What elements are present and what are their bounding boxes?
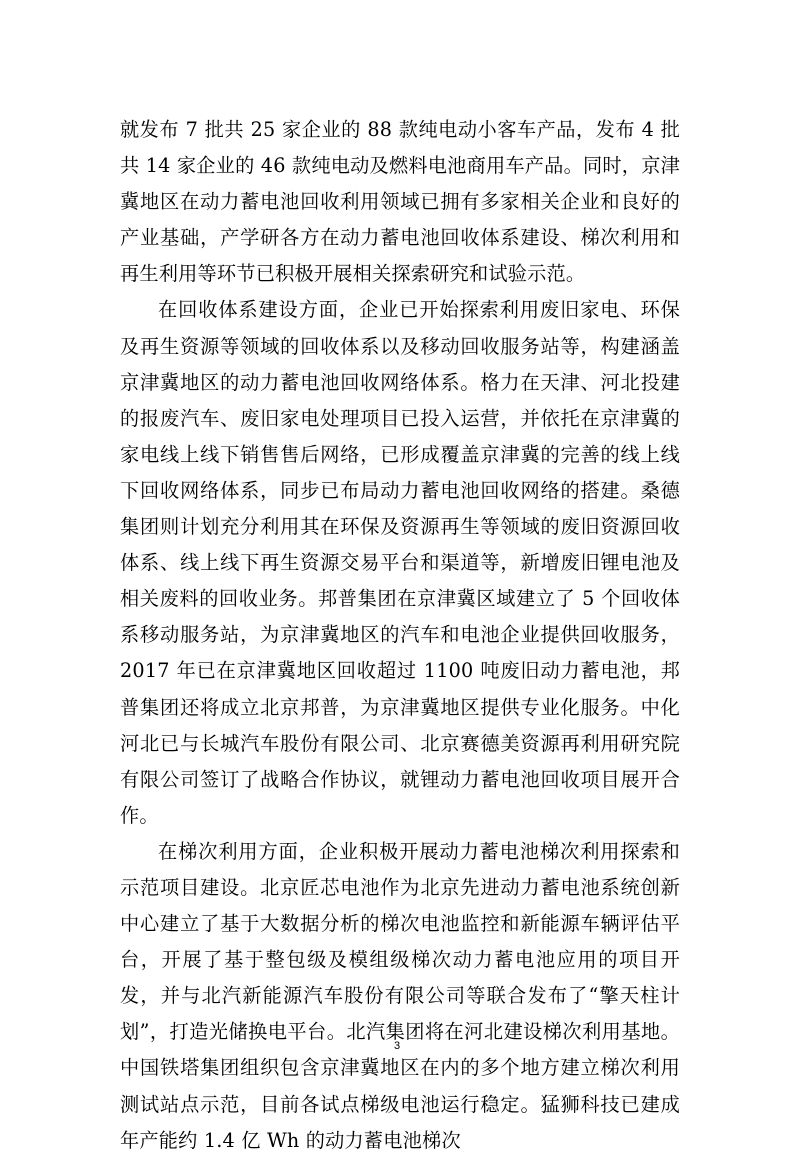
document-body (120, 112, 680, 1159)
paragraph-1: 就发布 7 批共 25 家企业的 88 款纯电动小客车产品，发布 4 批共 14 家企业的 46 款纯电动及燃料电池商用车产品。同时，京津冀地区在动力蓄电池回收利用领域已拥有多家相关企业和良好的产业基础，产学研各方在动力蓄电池回收体系建设、梯次利用和再生利用等环节已积极开展相关探索研究和试验示范。 (120, 118, 680, 286)
paragraph-3: 在梯次利用方面，企业积极开展动力蓄电池梯次利用探索和示范项目建设。北京匠芯电池作为北京先进动力蓄电池系统创新中心建立了基于大数据分析的梯次电池监控和新能源车辆评估平台，开展了基于整包级及模组级梯次动力蓄电池应用的项目开发，并与北汽新能源汽车股份有限公司等联合发布了“擎天柱计划”，打造光储换电平台。北汽集团将在河北建设梯次利用基地。中国铁塔集团组织包含京津冀地区在内的多个地方建立梯次利用测试站点示范，目前各试点梯级电池运行稳定。猛狮科技已建成年产能约 1.4 亿 Wh 的动力蓄电池梯次 (120, 839, 680, 1152)
paragraph-2: 在回收体系建设方面，企业已开始探索利用废旧家电、环保及再生资源等领域的回收体系以及移动回收服务站等，构建涵盖京津冀地区的动力蓄电池回收网络体系。格力在天津、河北投建的报废汽车、废旧家电处理项目已投入运营，并依托在京津冀的家电线上线下销售售后网络，已形成覆盖京津冀的完善的线上线下回收网络体系，同步已布局动力蓄电池回收网络的搭建。桑德集团则计划充分利用其在环保及资源再生等领域的废旧资源回收体系、线上线下再生资源交易平台和渠道等，新增废旧锂电池及相关废料的回收业务。邦普集团在京津冀区域建立了 5 个回收体系移动服务站，为京津冀地区的汽车和电池企业提供回收服务，2017 年已在京津冀地区回收超过 1100 吨废旧动力蓄电池，邦普集团还将成立北京邦普，为京津冀地区提供专业化服务。中化河北已与长城汽车股份有限公司、北京赛德美资源再利用研究院有限公司签订了战略合作协议，就锂动力蓄电池回收项目展开合作。 (120, 298, 680, 827)
page-number: 3 (393, 1040, 401, 1052)
